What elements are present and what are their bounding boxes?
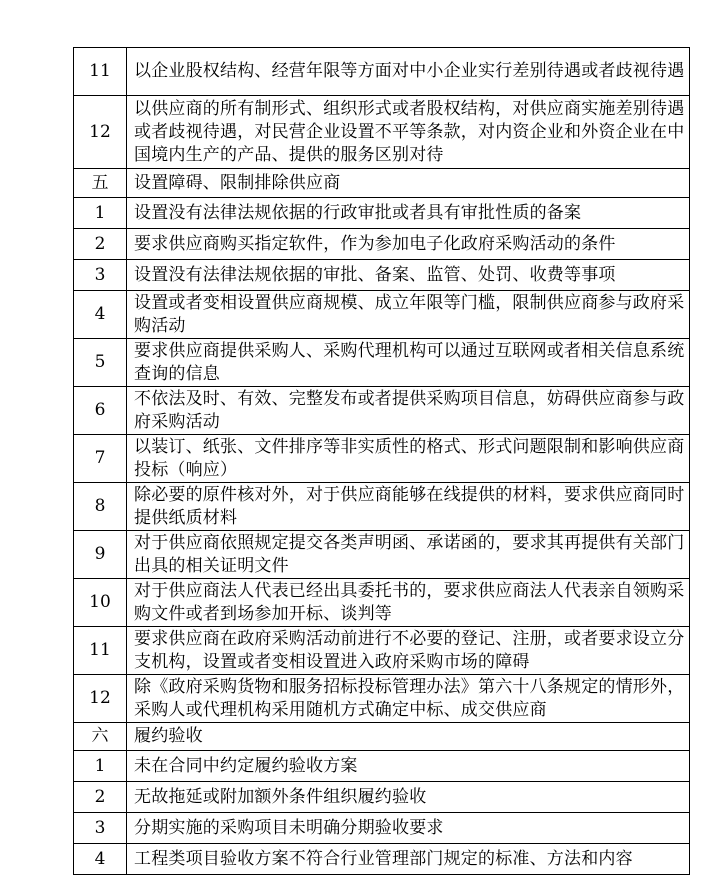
row-text: 分期实施的采购项目未明确分期验收要求 — [127, 813, 690, 844]
row-number: 1 — [74, 751, 127, 782]
table-row — [74, 339, 690, 387]
row-number: 12 — [74, 96, 127, 169]
row-number: 11 — [74, 627, 127, 675]
row-number: 10 — [74, 579, 127, 627]
row-text: 工程类项目验收方案不符合行业管理部门规定的标准、方法和内容 — [127, 844, 690, 875]
row-number: 4 — [74, 291, 127, 339]
row-text: 以供应商的所有制形式、组织形式或者股权结构，对供应商实施差别待遇或者歧视待遇，对民营企业设置不平等条款，对内资企业和外资企业在中国境内生产的产品、提供的服务区别对待 — [127, 96, 690, 169]
table-row — [74, 531, 690, 579]
requirements-table — [73, 47, 690, 875]
section-title: 履约验收 — [127, 723, 690, 751]
row-text: 未在合同中约定履约验收方案 — [127, 751, 690, 782]
table-row — [74, 387, 690, 435]
row-text: 无故拖延或附加额外条件组织履约验收 — [127, 782, 690, 813]
table-row — [74, 291, 690, 339]
table-row — [74, 751, 690, 782]
table-row — [74, 579, 690, 627]
table-row — [74, 260, 690, 291]
row-text: 以企业股权结构、经营年限等方面对中小企业实行差别待遇或者歧视待遇 — [127, 48, 690, 96]
table-row — [74, 96, 690, 169]
row-text: 要求供应商在政府采购活动前进行不必要的登记、注册，或者要求设立分支机构，设置或者变相设置进入政府采购市场的障碍 — [127, 627, 690, 675]
row-number: 6 — [74, 387, 127, 435]
row-text: 除《政府采购货物和服务招标投标管理办法》第六十八条规定的情形外，采购人或代理机构采用随机方式确定中标、成交供应商 — [127, 675, 690, 723]
section-header-row — [74, 723, 690, 751]
row-number: 1 — [74, 198, 127, 229]
row-text: 设置没有法律法规依据的行政审批或者具有审批性质的备案 — [127, 198, 690, 229]
row-number: 7 — [74, 435, 127, 483]
table-row — [74, 48, 690, 96]
row-number: 8 — [74, 483, 127, 531]
row-number: 2 — [74, 229, 127, 260]
table-row — [74, 483, 690, 531]
section-title: 设置障碍、限制排除供应商 — [127, 169, 690, 198]
row-text: 以装订、纸张、文件排序等非实质性的格式、形式问题限制和影响供应商投标（响应） — [127, 435, 690, 483]
row-text: 设置或者变相设置供应商规模、成立年限等门槛，限制供应商参与政府采购活动 — [127, 291, 690, 339]
row-text: 不依法及时、有效、完整发布或者提供采购项目信息，妨碍供应商参与政府采购活动 — [127, 387, 690, 435]
section-number: 六 — [74, 723, 127, 751]
row-number: 2 — [74, 782, 127, 813]
table-row — [74, 782, 690, 813]
row-text: 设置没有法律法规依据的审批、备案、监管、处罚、收费等事项 — [127, 260, 690, 291]
row-number: 11 — [74, 48, 127, 96]
table-row — [74, 198, 690, 229]
section-header-row — [74, 169, 690, 198]
table-row — [74, 844, 690, 875]
table-row — [74, 813, 690, 844]
row-number: 5 — [74, 339, 127, 387]
row-number: 3 — [74, 813, 127, 844]
row-number: 12 — [74, 675, 127, 723]
row-number: 3 — [74, 260, 127, 291]
section-number: 五 — [74, 169, 127, 198]
table-row — [74, 435, 690, 483]
row-number: 9 — [74, 531, 127, 579]
row-text: 除必要的原件核对外，对于供应商能够在线提供的材料，要求供应商同时提供纸质材料 — [127, 483, 690, 531]
row-number: 4 — [74, 844, 127, 875]
row-text: 对于供应商依照规定提交各类声明函、承诺函的，要求其再提供有关部门出具的相关证明文件 — [127, 531, 690, 579]
table-row — [74, 675, 690, 723]
row-text: 对于供应商法人代表已经出具委托书的，要求供应商法人代表亲自领购采购文件或者到场参加开标、谈判等 — [127, 579, 690, 627]
table-row — [74, 627, 690, 675]
table-row — [74, 229, 690, 260]
row-text: 要求供应商购买指定软件，作为参加电子化政府采购活动的条件 — [127, 229, 690, 260]
row-text: 要求供应商提供采购人、采购代理机构可以通过互联网或者相关信息系统查询的信息 — [127, 339, 690, 387]
